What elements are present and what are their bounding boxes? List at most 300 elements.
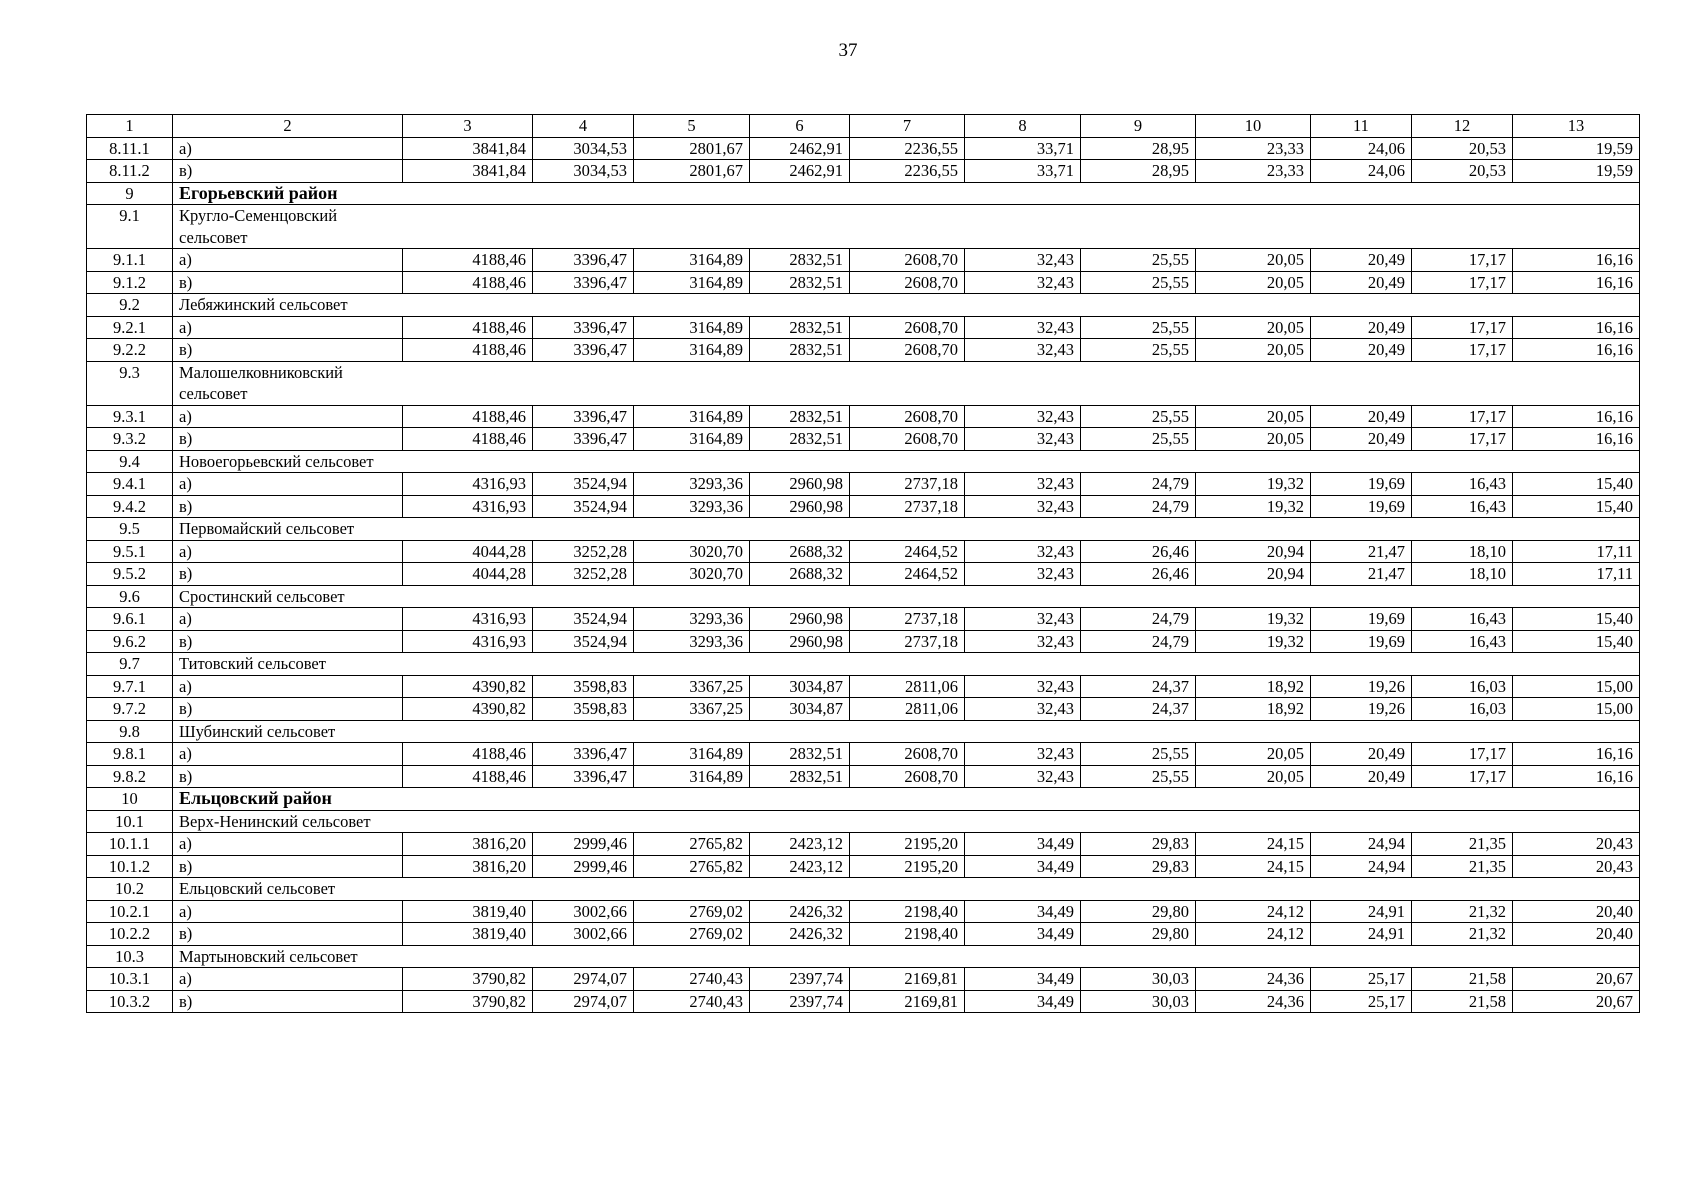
row-variant-label: в) [173,160,403,183]
value-cell: 4188,46 [403,405,533,428]
value-cell: 3002,66 [533,900,634,923]
value-cell: 2169,81 [850,968,965,991]
value-cell: 3034,53 [533,137,634,160]
value-cell: 3819,40 [403,923,533,946]
value-cell: 16,03 [1412,675,1513,698]
value-cell: 2737,18 [850,495,965,518]
row-filler [403,205,1640,249]
council-row [87,720,1640,743]
value-cell: 19,69 [1311,473,1412,496]
value-cell: 2198,40 [850,900,965,923]
row-filler [403,810,1640,833]
value-cell: 15,40 [1513,608,1640,631]
column-header: 1 [87,115,173,138]
value-cell: 32,43 [965,608,1081,631]
value-cell: 3367,25 [634,675,750,698]
value-cell: 16,16 [1513,428,1640,451]
value-cell: 2688,32 [750,540,850,563]
value-cell: 24,12 [1196,900,1311,923]
row-filler [403,518,1640,541]
row-variant-label: в) [173,698,403,721]
value-cell: 32,43 [965,630,1081,653]
district-name: Ельцовский район [173,788,403,811]
value-cell: 20,67 [1513,968,1640,991]
value-cell: 4316,93 [403,473,533,496]
value-cell: 23,33 [1196,160,1311,183]
value-cell: 20,05 [1196,271,1311,294]
value-cell: 32,43 [965,271,1081,294]
council-row [87,361,1640,405]
value-cell: 25,55 [1081,316,1196,339]
council-row [87,945,1640,968]
value-cell: 3396,47 [533,765,634,788]
value-cell: 20,53 [1412,160,1513,183]
row-variant-label: а) [173,743,403,766]
value-cell: 3020,70 [634,540,750,563]
council-row [87,450,1640,473]
value-cell: 34,49 [965,855,1081,878]
row-code: 9.4.1 [87,473,173,496]
value-cell: 24,79 [1081,630,1196,653]
value-cell: 3367,25 [634,698,750,721]
value-cell: 34,49 [965,990,1081,1013]
value-cell: 3164,89 [634,339,750,362]
value-cell: 17,17 [1412,428,1513,451]
value-cell: 20,05 [1196,743,1311,766]
row-variant-label: а) [173,137,403,160]
row-variant-label: а) [173,833,403,856]
value-cell: 20,05 [1196,405,1311,428]
value-cell: 3034,87 [750,698,850,721]
column-header: 12 [1412,115,1513,138]
value-cell: 3164,89 [634,249,750,272]
table-row [87,630,1640,653]
row-code: 9.4.2 [87,495,173,518]
table-row [87,249,1640,272]
council-name: Ельцовский сельсовет [173,878,403,901]
value-cell: 3396,47 [533,316,634,339]
value-cell: 19,32 [1196,630,1311,653]
value-cell: 32,43 [965,249,1081,272]
value-cell: 23,33 [1196,137,1311,160]
value-cell: 15,40 [1513,495,1640,518]
row-variant-label: в) [173,923,403,946]
table-row [87,495,1640,518]
value-cell: 24,36 [1196,990,1311,1013]
value-cell: 24,79 [1081,473,1196,496]
value-cell: 25,55 [1081,765,1196,788]
value-cell: 3396,47 [533,339,634,362]
value-cell: 3396,47 [533,743,634,766]
value-cell: 24,91 [1311,900,1412,923]
value-cell: 2765,82 [634,855,750,878]
row-variant-label: а) [173,608,403,631]
value-cell: 17,17 [1412,339,1513,362]
value-cell: 24,94 [1311,833,1412,856]
value-cell: 3002,66 [533,923,634,946]
value-cell: 24,94 [1311,855,1412,878]
value-cell: 17,17 [1412,271,1513,294]
row-filler [403,653,1640,676]
value-cell: 19,59 [1513,137,1640,160]
table-body [87,115,1640,1013]
value-cell: 20,05 [1196,316,1311,339]
table-row [87,855,1640,878]
value-cell: 21,32 [1412,900,1513,923]
value-cell: 2397,74 [750,968,850,991]
row-code: 9.6 [87,585,173,608]
value-cell: 3524,94 [533,495,634,518]
value-cell: 20,49 [1311,428,1412,451]
value-cell: 32,43 [965,339,1081,362]
value-cell: 3396,47 [533,428,634,451]
value-cell: 2423,12 [750,833,850,856]
value-cell: 2737,18 [850,608,965,631]
value-cell: 2195,20 [850,833,965,856]
table-row [87,137,1640,160]
value-cell: 2832,51 [750,405,850,428]
value-cell: 2832,51 [750,765,850,788]
value-cell: 3396,47 [533,271,634,294]
value-cell: 3164,89 [634,405,750,428]
value-cell: 24,36 [1196,968,1311,991]
row-code: 9.3.2 [87,428,173,451]
value-cell: 2999,46 [533,833,634,856]
value-cell: 21,58 [1412,990,1513,1013]
value-cell: 19,26 [1311,698,1412,721]
row-code: 9.2.2 [87,339,173,362]
council-row [87,878,1640,901]
column-header: 8 [965,115,1081,138]
value-cell: 16,43 [1412,495,1513,518]
value-cell: 34,49 [965,968,1081,991]
row-variant-label: а) [173,675,403,698]
value-cell: 2198,40 [850,923,965,946]
value-cell: 2608,70 [850,249,965,272]
value-cell: 2464,52 [850,563,965,586]
value-cell: 3816,20 [403,855,533,878]
value-cell: 25,55 [1081,271,1196,294]
value-cell: 2974,07 [533,968,634,991]
table-row [87,563,1640,586]
table-row [87,540,1640,563]
row-code: 10.2.2 [87,923,173,946]
value-cell: 28,95 [1081,160,1196,183]
council-name: Лебяжинский сельсовет [173,294,403,317]
council-name: Верх-Ненинский сельсовет [173,810,403,833]
row-code: 9.8.2 [87,765,173,788]
value-cell: 3020,70 [634,563,750,586]
value-cell: 4316,93 [403,630,533,653]
council-name: Сростинский сельсовет [173,585,403,608]
row-variant-label: а) [173,473,403,496]
value-cell: 17,17 [1412,405,1513,428]
value-cell: 32,43 [965,743,1081,766]
council-row [87,205,1640,249]
value-cell: 16,43 [1412,473,1513,496]
row-variant-label: а) [173,540,403,563]
row-code: 9.3.1 [87,405,173,428]
value-cell: 3790,82 [403,968,533,991]
council-row [87,518,1640,541]
row-code: 10.3.1 [87,968,173,991]
value-cell: 2462,91 [750,160,850,183]
value-cell: 24,37 [1081,675,1196,698]
value-cell: 4390,82 [403,675,533,698]
value-cell: 32,43 [965,540,1081,563]
value-cell: 17,11 [1513,540,1640,563]
value-cell: 19,69 [1311,630,1412,653]
value-cell: 25,55 [1081,405,1196,428]
value-cell: 2740,43 [634,968,750,991]
value-cell: 30,03 [1081,990,1196,1013]
row-variant-label: в) [173,630,403,653]
table-row [87,833,1640,856]
value-cell: 17,11 [1513,563,1640,586]
value-cell: 32,43 [965,473,1081,496]
value-cell: 20,05 [1196,339,1311,362]
value-cell: 20,49 [1311,405,1412,428]
value-cell: 20,49 [1311,249,1412,272]
row-code: 8.11.2 [87,160,173,183]
value-cell: 16,16 [1513,743,1640,766]
value-cell: 3034,87 [750,675,850,698]
value-cell: 30,03 [1081,968,1196,991]
row-variant-label: а) [173,900,403,923]
table-row [87,339,1640,362]
value-cell: 2737,18 [850,473,965,496]
value-cell: 20,43 [1513,855,1640,878]
value-cell: 25,17 [1311,990,1412,1013]
value-cell: 3034,53 [533,160,634,183]
table-row [87,608,1640,631]
value-cell: 34,49 [965,923,1081,946]
value-cell: 3164,89 [634,428,750,451]
value-cell: 2801,67 [634,160,750,183]
value-cell: 20,40 [1513,900,1640,923]
value-cell: 33,71 [965,137,1081,160]
value-cell: 4044,28 [403,563,533,586]
value-cell: 34,49 [965,900,1081,923]
table-row [87,160,1640,183]
value-cell: 21,32 [1412,923,1513,946]
row-variant-label: в) [173,990,403,1013]
value-cell: 16,43 [1412,608,1513,631]
value-cell: 2960,98 [750,630,850,653]
value-cell: 24,12 [1196,923,1311,946]
council-name: Титовский сельсовет [173,653,403,676]
value-cell: 32,43 [965,428,1081,451]
value-cell: 3790,82 [403,990,533,1013]
value-cell: 24,37 [1081,698,1196,721]
table-row [87,428,1640,451]
table-row [87,405,1640,428]
value-cell: 19,32 [1196,495,1311,518]
value-cell: 3396,47 [533,405,634,428]
value-cell: 20,49 [1311,743,1412,766]
value-cell: 3841,84 [403,137,533,160]
value-cell: 3598,83 [533,698,634,721]
value-cell: 18,92 [1196,675,1311,698]
value-cell: 16,43 [1412,630,1513,653]
value-cell: 2974,07 [533,990,634,1013]
value-cell: 21,35 [1412,833,1513,856]
council-row [87,653,1640,676]
value-cell: 25,55 [1081,428,1196,451]
value-cell: 19,59 [1513,160,1640,183]
value-cell: 32,43 [965,316,1081,339]
row-code: 9.1.2 [87,271,173,294]
value-cell: 2608,70 [850,405,965,428]
table-row [87,968,1640,991]
row-code: 9.2 [87,294,173,317]
value-cell: 2169,81 [850,990,965,1013]
value-cell: 20,49 [1311,316,1412,339]
row-filler [403,788,1640,811]
district-row [87,788,1640,811]
value-cell: 3841,84 [403,160,533,183]
value-cell: 2765,82 [634,833,750,856]
value-cell: 2426,32 [750,900,850,923]
value-cell: 24,79 [1081,495,1196,518]
district-row [87,182,1640,205]
value-cell: 33,71 [965,160,1081,183]
value-cell: 2769,02 [634,923,750,946]
value-cell: 32,43 [965,698,1081,721]
value-cell: 24,79 [1081,608,1196,631]
value-cell: 2832,51 [750,271,850,294]
value-cell: 18,10 [1412,563,1513,586]
value-cell: 3293,36 [634,495,750,518]
column-header: 9 [1081,115,1196,138]
table-row [87,990,1640,1013]
row-code: 10 [87,788,173,811]
column-header-row [87,115,1640,138]
value-cell: 29,83 [1081,855,1196,878]
row-code: 9.3 [87,361,173,405]
row-filler [403,945,1640,968]
value-cell: 4188,46 [403,249,533,272]
council-name: Новоегорьевский сельсовет [173,450,403,473]
column-header: 6 [750,115,850,138]
value-cell: 2769,02 [634,900,750,923]
district-name: Егорьевский район [173,182,403,205]
value-cell: 16,03 [1412,698,1513,721]
value-cell: 3524,94 [533,473,634,496]
row-variant-label: а) [173,968,403,991]
value-cell: 2688,32 [750,563,850,586]
row-filler [403,878,1640,901]
value-cell: 2811,06 [850,698,965,721]
value-cell: 15,00 [1513,675,1640,698]
value-cell: 25,55 [1081,249,1196,272]
value-cell: 21,58 [1412,968,1513,991]
row-code: 10.1.2 [87,855,173,878]
column-header: 2 [173,115,403,138]
value-cell: 21,47 [1311,540,1412,563]
row-code: 9.7.2 [87,698,173,721]
table-row [87,765,1640,788]
row-code: 9.2.1 [87,316,173,339]
council-name: Малошелковниковский сельсовет [173,361,403,405]
value-cell: 3819,40 [403,900,533,923]
value-cell: 29,83 [1081,833,1196,856]
row-code: 10.3.2 [87,990,173,1013]
row-code: 9.5.2 [87,563,173,586]
row-code: 10.2.1 [87,900,173,923]
value-cell: 2608,70 [850,743,965,766]
value-cell: 24,91 [1311,923,1412,946]
value-cell: 19,69 [1311,608,1412,631]
row-variant-label: в) [173,495,403,518]
value-cell: 20,05 [1196,428,1311,451]
value-cell: 3293,36 [634,630,750,653]
value-cell: 20,49 [1311,765,1412,788]
value-cell: 21,47 [1311,563,1412,586]
row-code: 9.7 [87,653,173,676]
row-code: 10.1 [87,810,173,833]
row-code: 9.6.2 [87,630,173,653]
value-cell: 20,94 [1196,563,1311,586]
value-cell: 18,92 [1196,698,1311,721]
column-header: 5 [634,115,750,138]
value-cell: 3396,47 [533,249,634,272]
value-cell: 2195,20 [850,855,965,878]
value-cell: 4316,93 [403,608,533,631]
council-row [87,294,1640,317]
value-cell: 4390,82 [403,698,533,721]
row-code: 10.2 [87,878,173,901]
value-cell: 26,46 [1081,540,1196,563]
table-row [87,316,1640,339]
value-cell: 4188,46 [403,743,533,766]
row-filler [403,720,1640,743]
table-row [87,473,1640,496]
value-cell: 17,17 [1412,249,1513,272]
value-cell: 26,46 [1081,563,1196,586]
value-cell: 3164,89 [634,743,750,766]
value-cell: 32,43 [965,405,1081,428]
value-cell: 2832,51 [750,743,850,766]
value-cell: 19,32 [1196,473,1311,496]
value-cell: 4188,46 [403,271,533,294]
value-cell: 4188,46 [403,428,533,451]
value-cell: 3598,83 [533,675,634,698]
row-filler [403,450,1640,473]
value-cell: 16,16 [1513,765,1640,788]
row-code: 9.1 [87,205,173,249]
value-cell: 2236,55 [850,160,965,183]
value-cell: 2740,43 [634,990,750,1013]
value-cell: 16,16 [1513,249,1640,272]
table-row [87,675,1640,698]
value-cell: 2608,70 [850,339,965,362]
value-cell: 15,00 [1513,698,1640,721]
row-filler [403,361,1640,405]
value-cell: 25,55 [1081,339,1196,362]
row-variant-label: в) [173,855,403,878]
council-name: Кругло-Семенцовский сельсовет [173,205,403,249]
value-cell: 16,16 [1513,316,1640,339]
value-cell: 2236,55 [850,137,965,160]
value-cell: 15,40 [1513,473,1640,496]
value-cell: 16,16 [1513,405,1640,428]
value-cell: 24,15 [1196,855,1311,878]
value-cell: 4188,46 [403,765,533,788]
value-cell: 4188,46 [403,316,533,339]
value-cell: 19,32 [1196,608,1311,631]
value-cell: 17,17 [1412,743,1513,766]
